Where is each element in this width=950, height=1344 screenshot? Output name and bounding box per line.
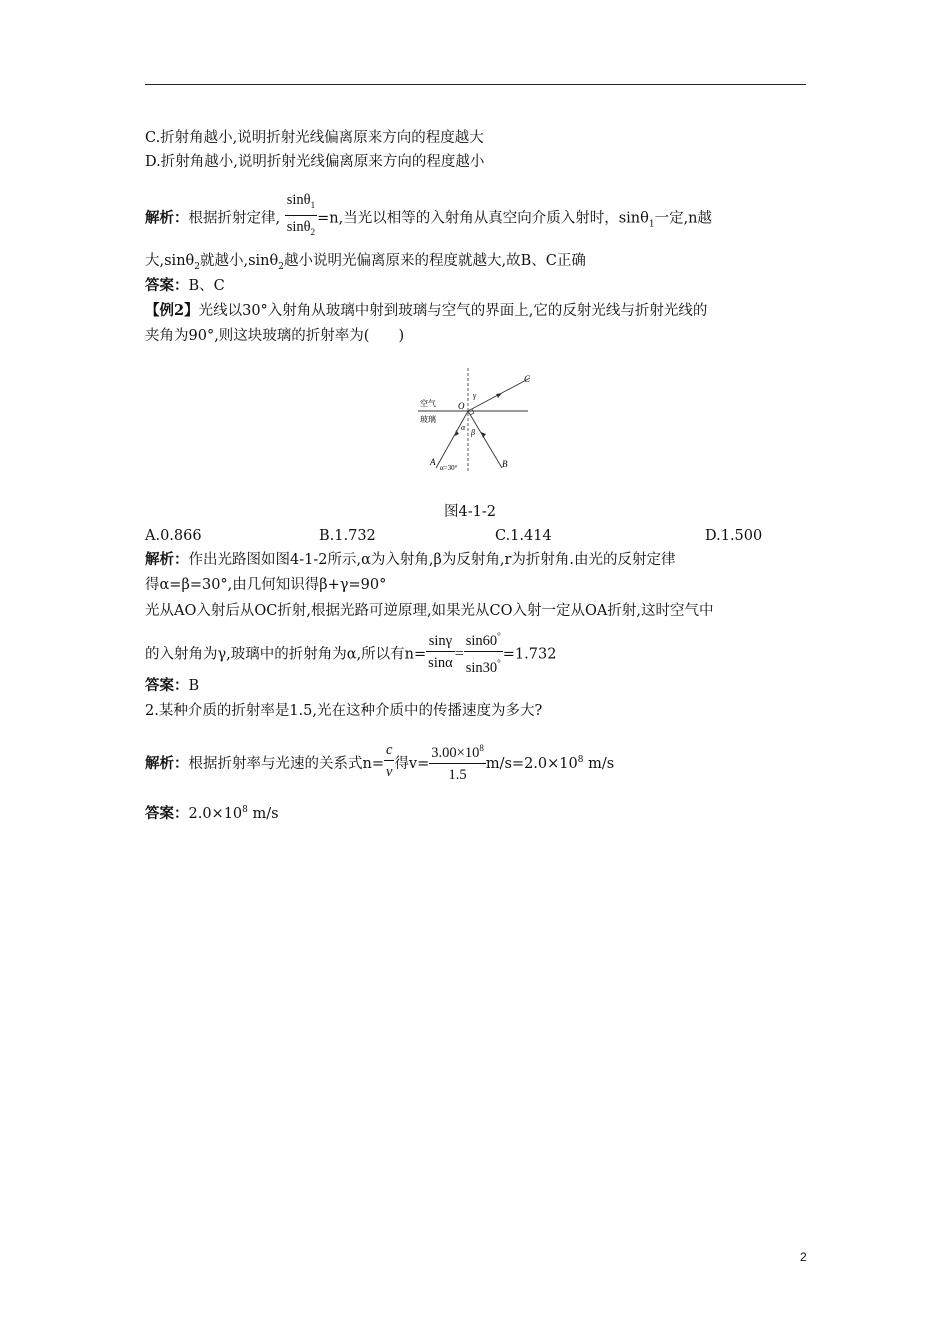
option-c-text: C.折射角越小,说明折射光线偏离原来方向的程度越大: [145, 130, 484, 146]
point-b-label: B: [502, 459, 508, 469]
analysis-label: 解析：: [145, 551, 189, 568]
refraction-diagram: [418, 368, 538, 478]
answer-3: 答案：$2.0\times 10^8$ m/s: [145, 804, 279, 822]
answer-1: 答案：B、C: [145, 277, 225, 294]
analysis-label: 解析：: [145, 209, 189, 227]
example-2-continued: 夹角为90°,则这块玻璃的折射率为( ): [145, 328, 405, 344]
analysis-1: 解析：根据折射定律, $\frac{\sin\theta_1}{\sin\theta_2}$ =n,当光以相等的入射角从真空向介质入射时，sinθ$_1$一定,n越: [145, 192, 712, 245]
point-o-label: O: [458, 401, 465, 411]
point-a-label: A: [430, 457, 436, 467]
beta-label: β: [471, 428, 475, 437]
option-d-text: D.折射角越小,说明折射光线偏离原来方向的程度越小: [145, 154, 485, 170]
alpha-label: α: [461, 423, 466, 432]
fraction-sin60: $\frac{\sin 60^\circ}{\sin 30^\circ}$: [464, 626, 503, 679]
figure-caption: 图4-1-2: [444, 504, 496, 520]
option-d: D.1.500: [705, 528, 763, 544]
page-number: 2: [800, 1250, 807, 1264]
question-2: 2.某种介质的折射率是1.5,光在这种介质中的传播速度为多大?: [145, 703, 543, 719]
analysis-3: 解析：根据折射率与光速的关系式n= $\frac{c}{v}$ 得v= $\frac{3.00\times 10^8}{1.5}$ $m/s=2.0\times 10^8$ m/s: [145, 740, 614, 788]
answer-label: 答案：: [145, 677, 189, 694]
header-rule: [145, 84, 806, 85]
glass-label: 玻璃: [420, 415, 436, 424]
analysis-2-c: 光从AO入射后从OC折射,根据光路可逆原理,如果光从CO入射一定从OA折射,这时空气中: [145, 603, 714, 619]
analysis-1-continued: 大,sinθ$_2$就越小,sinθ$_2$越小说明光偏离原来的程度就越大,故B、C正确: [145, 253, 586, 272]
answer-label: 答案：: [145, 804, 189, 822]
answer-label: 答案：: [145, 277, 189, 294]
fraction-speed: $\frac{3.00\times 10^8}{1.5}$: [429, 738, 486, 786]
option-a: A.0.866: [145, 528, 202, 544]
example-2: 【例2】光线以30°入射角从玻璃中射到玻璃与空气的界面上,它的反射光线与折射光线的: [145, 302, 708, 319]
gamma-label: γ: [473, 391, 477, 400]
analysis-label: 解析：: [145, 754, 189, 772]
option-b: B.1.732: [319, 528, 376, 544]
point-c-label: C: [524, 374, 531, 384]
answer-2: 答案：B: [145, 677, 200, 694]
analysis-2: 解析：作出光路图如图4-1-2所示,α为入射角,β为反射角,r为折射角.由光的反射定律: [145, 551, 676, 568]
fraction-sin-theta: $\frac{\sin\theta_1}{\sin\theta_2}$: [286, 192, 316, 237]
example-tag: 【例2】: [145, 302, 199, 319]
option-c: C.1.414: [495, 528, 552, 544]
fraction-sin-gamma: $\frac{\sin\gamma}{\sin\alpha}$: [428, 632, 453, 671]
analysis-2-b: 得α=β=30°,由几何知识得β+γ=90°: [145, 577, 387, 593]
air-label: 空气: [420, 399, 436, 408]
analysis-2-d: 的入射角为γ,玻璃中的折射角为α,所以有n= $\frac{\sin\gamma}{\sin\alpha}$ = $\frac{\sin 60^\circ}{\sin 30^\circ}$ =1.732: [145, 628, 556, 681]
fraction-c-over-v: $\frac{c}{v}$: [386, 742, 393, 781]
angle-30-label: α=30°: [440, 464, 458, 472]
